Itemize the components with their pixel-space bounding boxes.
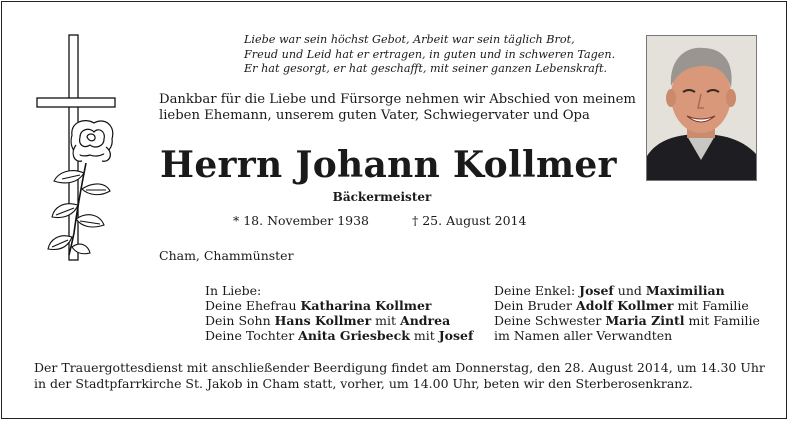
service-line: in der Stadtpfarrkirche St. Jakob in Cham statt, vorher, um 14.00 Uhr, beten wir den Sterberosenkranz. — [34, 375, 693, 391]
mourners-heading: In Liebe: — [205, 283, 262, 298]
memorial-verse — [244, 33, 644, 77]
intro-line: lieben Ehemann, unserem guten Vater, Schwiegervater und Opa — [159, 108, 590, 123]
intro-line: Dankbar für die Liebe und Fürsorge nehmen wir Abschied von meinem — [159, 92, 636, 107]
mourner-wife: Deine Ehefrau Katharina Kollmer — [205, 298, 432, 313]
verse-line: Liebe war sein höchst Gebot, Arbeit war sein täglich Brot, — [244, 33, 575, 46]
cross-with-rose-icon — [34, 33, 124, 263]
death-date: † 25. August 2014 — [412, 213, 527, 228]
service-line: Der Trauergottesdienst mit anschließender Beerdigung findet am Donnerstag, den 28. August 2014, um 14.30 Uhr — [34, 360, 765, 375]
verse-line: Er hat gesorgt, er hat geschafft, mit seiner ganzen Lebenskraft. — [244, 62, 608, 75]
farewell-intro — [159, 92, 636, 124]
place: Cham, Chammünster — [159, 248, 294, 263]
mourner-grandchildren: Deine Enkel: Josef und Maximilian — [494, 283, 725, 298]
mourner-daughter: Deine Tochter Anita Griesbeck mit Josef — [205, 328, 474, 343]
mourner-son: Dein Sohn Hans Kollmer mit Andrea — [205, 313, 451, 328]
mourner-sister: Deine Schwester Maria Zintl mit Familie — [494, 313, 760, 328]
deceased-profession: Bäckermeister — [332, 190, 432, 204]
portrait-photo — [646, 35, 757, 181]
mourners-right — [494, 283, 760, 343]
mourners-left — [205, 283, 473, 343]
mourner-relatives: im Namen aller Verwandten — [494, 328, 673, 343]
funeral-service-info — [34, 360, 764, 391]
deceased-name: Herrn Johann Kollmer — [160, 144, 617, 186]
mourner-brother: Dein Bruder Adolf Kollmer mit Familie — [494, 298, 749, 313]
verse-line: Freud und Leid hat er ertragen, in guten und in schweren Tagen. — [244, 47, 616, 61]
birth-date: * 18. November 1938 — [233, 213, 370, 228]
